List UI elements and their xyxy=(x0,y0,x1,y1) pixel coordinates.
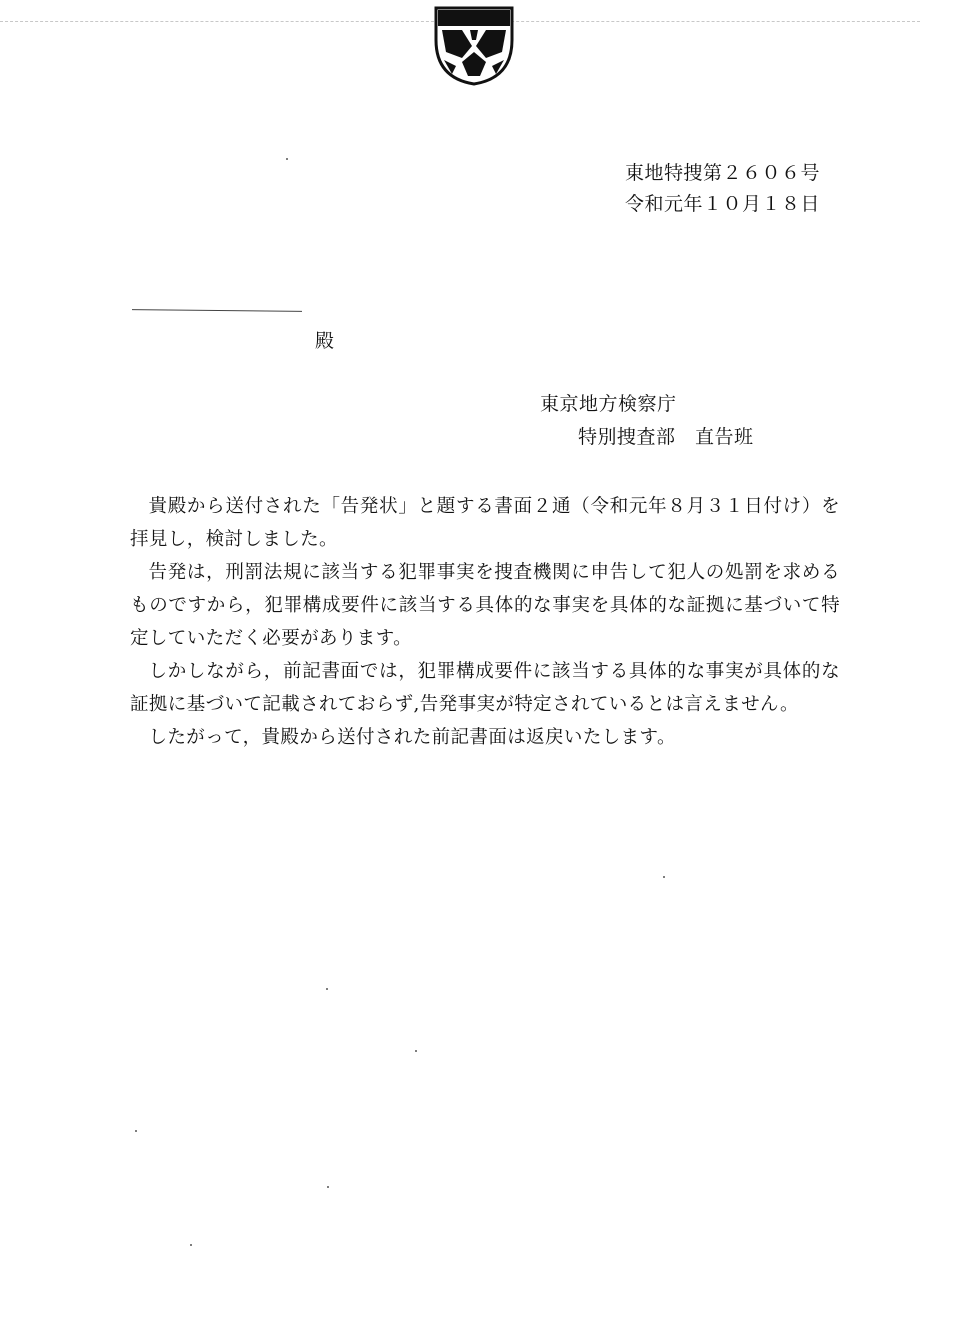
body-paragraph: しかしながら，前記書面では，犯罪構成要件に該当する具体的な事実が具体的な証拠に基づいて記載されておらず,告発事実が特定されているとは言えません。 xyxy=(130,661,840,715)
body-paragraph: したがって，貴殿から送付された前記書面は返戻いたします。 xyxy=(148,727,676,748)
scan-speck xyxy=(326,988,328,990)
letter-body xyxy=(130,490,840,754)
sender-department: 特別捜査部 直告班 xyxy=(578,426,754,448)
scan-speck xyxy=(663,876,665,878)
addressee-name-line xyxy=(132,309,302,312)
scan-speck xyxy=(135,1130,137,1132)
scan-speck xyxy=(415,1050,417,1052)
document-date: 令和元年１０月１８日 xyxy=(624,193,820,215)
official-seal-icon xyxy=(432,0,516,86)
addressee-honorific: 殿 xyxy=(315,330,335,352)
scan-speck xyxy=(286,158,288,160)
reference-number: 東地特捜第２６０６号 xyxy=(624,162,820,184)
scan-speck xyxy=(190,1244,192,1246)
body-paragraph: 貴殿から送付された「告発状」と題する書面２通（令和元年８月３１日付け）を拝見し，検討しました。 xyxy=(130,496,840,550)
sender-office: 東京地方検察庁 xyxy=(540,393,677,415)
body-paragraph: 告発は，刑罰法規に該当する犯罪事実を捜査機関に申告して犯人の処罰を求めるものですから，犯罪構成要件に該当する具体的な事実を具体的な証拠に基づいて特定していただく必要があります。 xyxy=(130,562,840,649)
scan-speck xyxy=(327,1186,329,1188)
sender-block xyxy=(540,388,754,454)
reference-block xyxy=(625,158,820,220)
